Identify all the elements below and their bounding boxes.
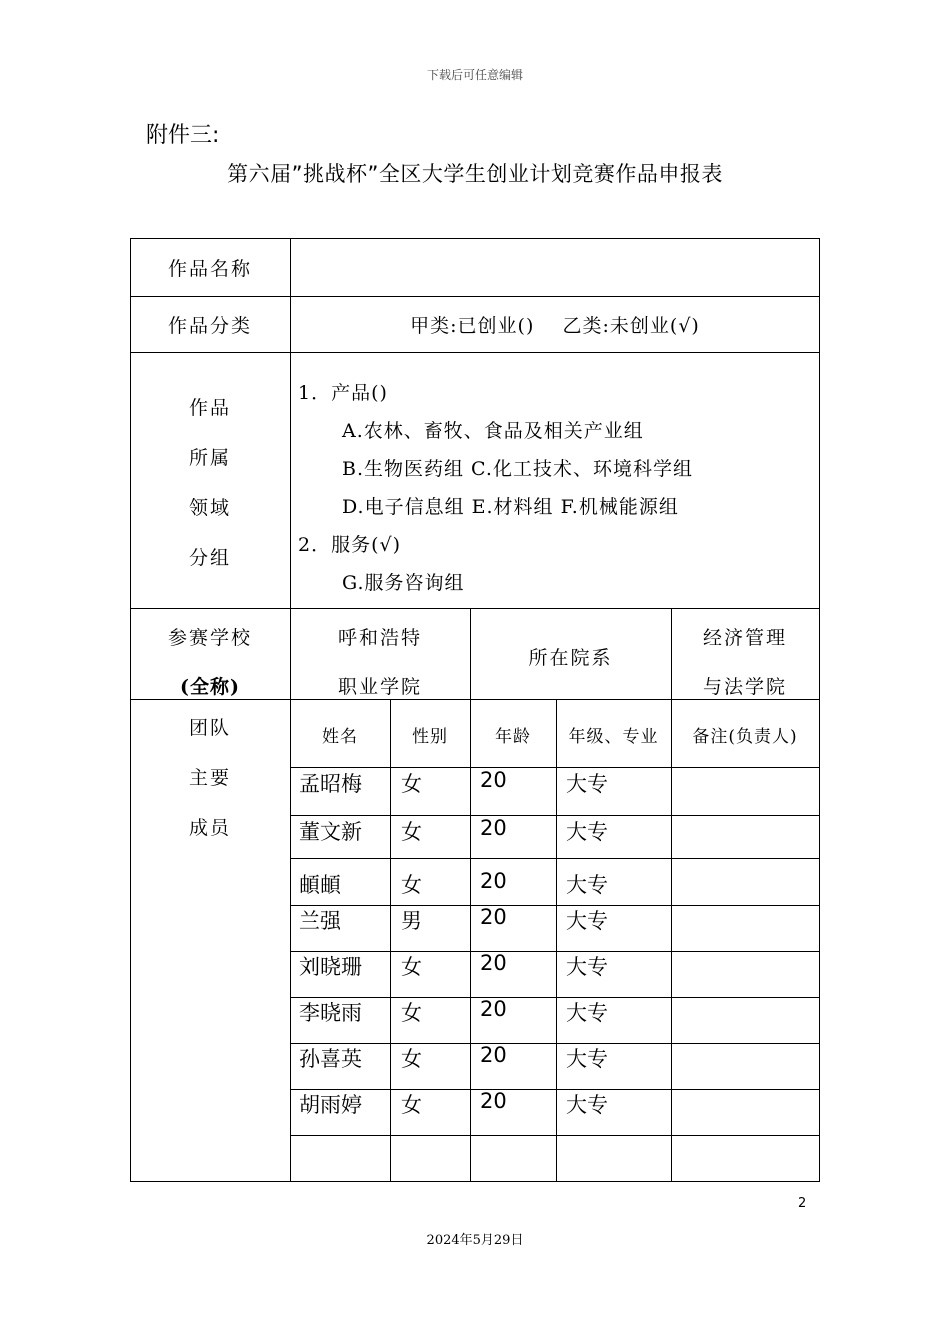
work-category-value: 甲类:已创业() 乙类:未创业(√) [410,315,700,337]
member-row-divider [290,1089,820,1090]
department-value-line: 与法学院 [702,676,787,698]
department-label: 所在院系 [528,647,613,669]
member-gender: 女 [401,873,422,897]
member-name: 孟昭梅 [299,772,362,796]
member-row-divider [290,815,820,816]
row-divider [130,608,820,609]
header-note: 下载后可任意编辑 [426,68,523,82]
member-row-divider [290,997,820,998]
member-age: 20 [480,768,507,792]
member-gender: 男 [401,909,422,933]
member-grade: 大专 [566,955,608,979]
member-column-divider [390,699,391,1181]
application-form-table [130,238,820,1182]
field-group-option: D.电子信息组 E.材料组 F.机械能源组 [342,496,679,518]
footer-date: 2024年5月29日 [426,1233,524,1248]
member-gender: 女 [401,955,422,979]
member-name: 兰强 [299,909,341,933]
member-grade: 大专 [566,1093,608,1117]
table-border-left [130,238,131,1182]
member-gender: 女 [401,772,422,796]
school-label-line: 参赛学校 [167,627,252,649]
field-group-label-line: 作品 [188,397,231,419]
row-divider [130,352,820,353]
member-row-divider [290,767,820,768]
column-header-grade-major: 年级、专业 [568,727,659,747]
member-grade: 大专 [566,909,608,933]
member-gender: 女 [401,820,422,844]
member-grade: 大专 [566,820,608,844]
member-age: 20 [480,816,507,840]
work-category-label: 作品分类 [167,315,252,337]
field-group-label-line: 分组 [188,547,231,569]
school-label-line: (全称) [180,676,240,698]
member-age: 20 [480,1089,507,1113]
member-name: 董文新 [299,820,362,844]
work-name-label: 作品名称 [167,258,252,280]
member-column-divider [470,699,471,1181]
member-grade: 大专 [566,772,608,796]
row-divider [130,699,820,700]
member-age: 20 [480,997,507,1021]
column-header-gender: 性别 [412,727,448,747]
table-border-bottom [130,1181,820,1182]
member-name: 李晓雨 [299,1001,362,1025]
table-border-right [819,238,820,1182]
field-group-option: G.服务咨询组 [342,572,465,594]
school-value-line: 呼和浩特 [337,627,422,649]
field-group-option: 2．服务(√) [298,534,402,556]
member-gender: 女 [401,1001,422,1025]
team-label-line: 主要 [188,767,231,789]
field-group-option: 1．产品() [298,382,388,404]
column-header-note: 备注(负责人) [692,727,798,747]
field-group-label-line: 领域 [188,497,231,519]
table-border-top [130,238,820,239]
member-column-divider [556,699,557,1181]
field-group-option: A.农林、畜牧、食品及相关产业组 [342,420,644,442]
member-row-divider [290,858,820,859]
member-grade: 大专 [566,1047,608,1071]
member-name: 胡雨婷 [299,1093,362,1117]
member-gender: 女 [401,1047,422,1071]
team-label-line: 团队 [188,717,231,739]
member-column-divider [671,699,672,1181]
member-row-divider [290,1043,820,1044]
column-header-age: 年龄 [495,727,531,747]
label-column-divider [290,238,291,1182]
member-row-divider [290,1135,820,1136]
team-label-line: 成员 [188,817,231,839]
member-row-divider [290,951,820,952]
member-name: 頔頔 [299,873,341,897]
member-age: 20 [480,951,507,975]
member-grade: 大专 [566,1001,608,1025]
page-number: 2 [798,1196,807,1211]
form-title: 第六届”挑战杯”全区大学生创业计划竞赛作品申报表 [227,162,723,186]
department-value-line: 经济管理 [702,627,787,649]
field-group-label-line: 所属 [188,447,231,469]
member-grade: 大专 [566,873,608,897]
attachment-label: 附件三: [146,123,220,148]
school-value-line: 职业学院 [337,676,422,698]
member-row-divider [290,905,820,906]
member-name: 刘晓珊 [299,955,362,979]
member-age: 20 [480,869,507,893]
member-gender: 女 [401,1093,422,1117]
member-name: 孙喜英 [299,1047,362,1071]
member-age: 20 [480,1043,507,1067]
field-group-option: B.生物医药组 C.化工技术、环境科学组 [342,458,693,480]
column-header-name: 姓名 [322,727,358,747]
row-divider [130,296,820,297]
member-age: 20 [480,905,507,929]
